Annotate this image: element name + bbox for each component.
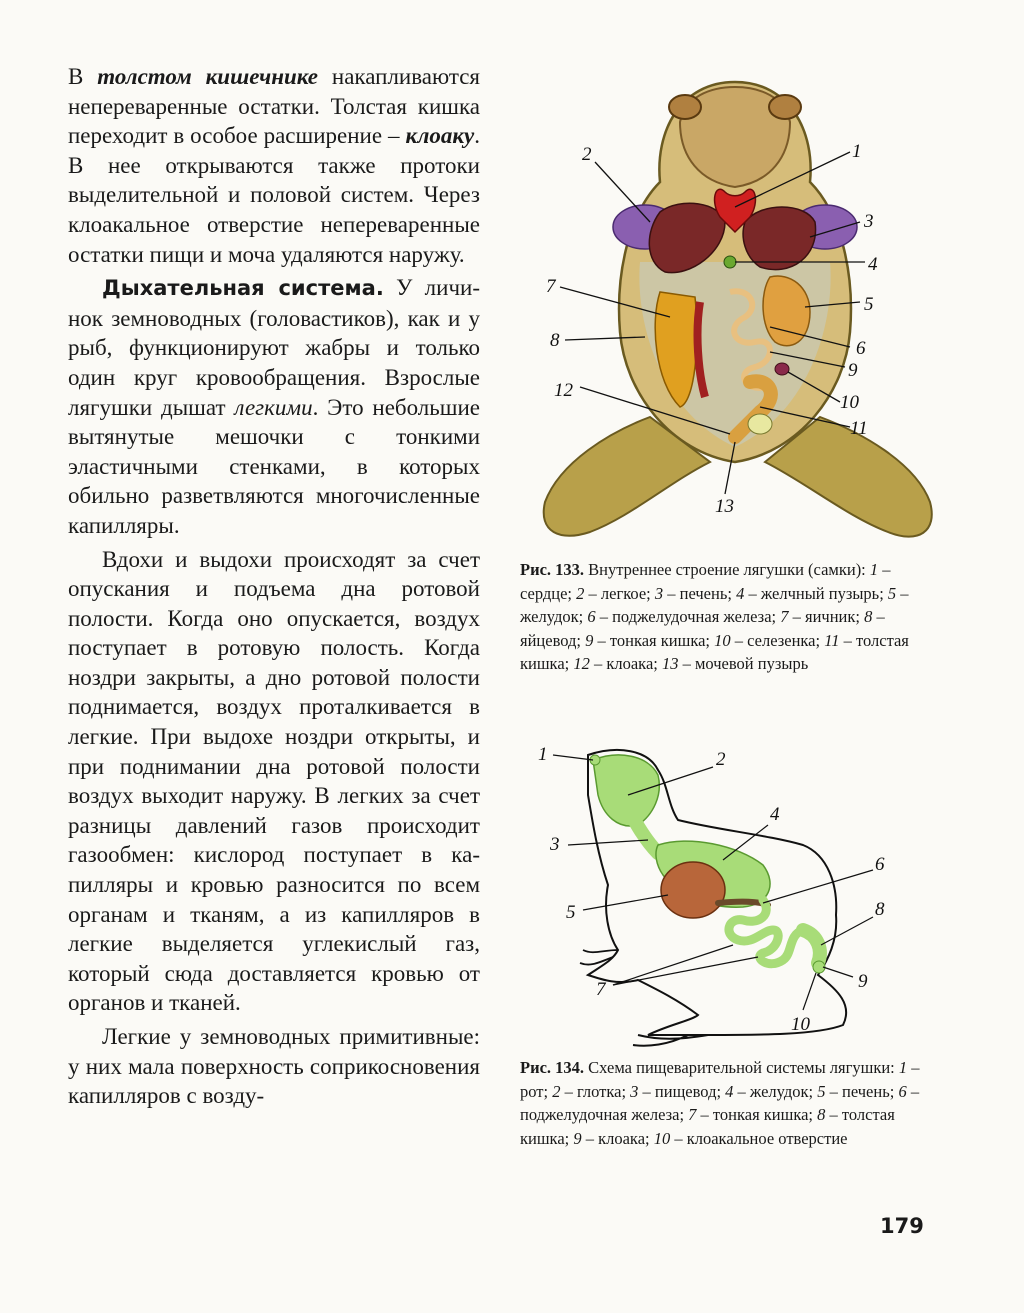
callout-13: 13 [715,496,734,517]
section-heading-respiratory: Дыхательная система. [102,276,384,301]
caption-item-text: – толстая кишка; [520,630,909,673]
callout-9: 9 [848,360,858,381]
term-large-intestine: толстом кишечнике [97,64,318,89]
large-intestine-scheme [803,930,820,963]
figure-134-caption [520,1056,940,1150]
caption-item-number: 6 [587,607,596,626]
caption-label: Рис. 134. [520,1058,585,1077]
esophagus [636,823,658,853]
scheme-callout-3: 3 [550,834,560,855]
caption-item-text: – пищевод; [638,1081,726,1101]
caption-item-text: – тонкая кишка; [696,1105,818,1124]
callout-3: 3 [864,211,874,232]
paragraph-lungs-primitive: Легкие у земноводных примитивные: у них мала поверхность соприкосновения капилляров с возду- [68,1024,480,1109]
caption-item-number: 5 [817,1081,826,1101]
caption-item-text: – глотка; [560,1081,631,1101]
frog-left-eye [669,95,701,119]
caption-item-number: 9 [573,1128,582,1148]
scheme-callout-10: 10 [791,1014,810,1035]
scheme-callout-1: 1 [538,744,548,765]
caption-item-number: 13 [661,654,679,673]
caption-item-text: – желчный пузырь; [744,583,888,603]
scheme-callout-2: 2 [716,749,726,770]
caption-item-text: – мочевой пузырь [678,654,809,673]
caption-item-number: 2 [552,1081,561,1101]
caption-item-number: 8 [864,607,873,626]
frog-front-toes [580,950,618,965]
pharynx [593,755,659,826]
caption-item-number: 4 [725,1081,734,1101]
callout-7: 7 [546,276,556,297]
scheme-callout-6: 6 [875,854,885,875]
caption-item-number: 3 [630,1081,639,1101]
caption-item-text: – легкое; [584,583,655,603]
caption-item-text: – клоака; [589,654,662,673]
caption-item-number: 11 [824,630,840,650]
caption-item-number: 5 [887,583,897,603]
caption-item-number: 1 [898,1058,908,1077]
callout-11: 11 [850,418,868,439]
scheme-callout-8: 8 [875,899,885,920]
caption-item-number: 7 [780,607,789,626]
caption-item-text: – тонкая кишка; [593,630,715,650]
figure-133-caption [520,558,940,676]
caption-item-number: 3 [654,583,664,603]
callout-4: 4 [868,254,878,275]
callout-1: 1 [852,141,862,162]
spleen [775,363,789,375]
caption-item-number: 10 [653,1128,671,1148]
callout-12: 12 [554,380,573,401]
scheme-callout-4: 4 [770,804,780,825]
caption-item-number: 12 [573,654,590,673]
frog-hind-foot [633,1035,708,1046]
paragraph-respiratory-system [68,273,480,540]
text-run: В [68,64,98,89]
paragraph-large-intestine [68,62,480,269]
caption-item-text: – желудок; [520,583,909,626]
scheme-callout-5: 5 [566,902,576,923]
caption-item-text: – клоака; [581,1128,654,1148]
text-run: . В нее открываются также протоки выделительной и половой систем. Через клоакальное отверстие непереваренные остатки пищи и моча удаляются наружу. [68,123,480,267]
scheme-callout-7: 7 [596,979,606,1000]
caption-label: Рис. 133. [520,560,585,579]
text-run: У личинок земноводных (головастиков), как и у рыб, функционируют жабры и только один круг кровообращения. Взрослые лягушки дышат [68,275,480,420]
caption-item-text: – поджелудочная железа; [520,1081,920,1124]
caption-intro: Схема пищеварительной системы лягушки: [584,1058,899,1077]
caption-item-text: – поджелудочная железа; [595,607,781,626]
text-run: . Это небольшие вытянутые мешочки с тонкими эластичными стенками, в которых обильно разветвляются многочисленные капилляры. [68,394,480,538]
liver-scheme [661,862,725,918]
caption-item-number: 4 [736,583,745,603]
caption-item-number: 2 [576,583,585,603]
frog-right-eye [769,95,801,119]
text-run: накапливаются непереваренные остатки. Толстая кишка переходит в особое расширение – [68,64,480,149]
caption-item-text: – сердце; [520,560,891,603]
caption-item-text: – клоакальное отверстие [670,1128,848,1148]
callout-10: 10 [840,392,859,413]
caption-item-number: 8 [817,1105,826,1124]
caption-item-text: – толстая кишка; [520,1105,895,1148]
digestive-scheme-figure [518,735,948,1065]
caption-item-number: 7 [688,1105,697,1124]
bladder [748,414,772,434]
frog-anatomy-figure [520,62,960,552]
caption-item-number: 10 [714,630,731,650]
term-lungs: легкими [234,394,313,420]
callout-8: 8 [550,330,560,351]
caption-intro: Внутреннее строение лягушки (самки): [584,560,870,579]
caption-item-text: – печень; [825,1081,899,1101]
main-text-column [68,62,480,1111]
small-intestine-scheme [729,900,803,964]
caption-item-text: – печень; [663,583,737,603]
paragraph-breathing: Вдохи и выдохи происходят за счет опускания и подъема дна ротовой полости. Когда оно опускается, воздух поступает в ротовую полость. Когда ноздри закрыты, а дно ротовой полости поднимается, воздух проталкивается в легкие. При выдохе ноздри открыты, и при поднимании дна ротовой полости воздух выходит наружу. В легких за счет разницы давлений газов происходит газообмен: кислород поступает в капилляры и кровью разносится по всем органам и тканям, а из капилляров в легкие выделяется углекислый газ, который сюда доставляется кровью от органов и тканей. [68,546,480,1016]
page-number: 179 [880,1214,924,1238]
caption-item-number: 9 [585,630,594,650]
caption-item-text: – яйцевод; [520,607,885,650]
callout-6: 6 [856,338,866,359]
caption-item-number: 6 [898,1081,907,1101]
scheme-callout-9: 9 [858,971,868,992]
caption-item-text: – желудок; [733,1081,818,1101]
caption-item-text: – яичник; [788,607,865,626]
callout-2: 2 [582,144,592,165]
caption-item-text: – рот; [520,1058,920,1101]
caption-item-number: 1 [869,560,879,579]
term-cloaca: клоаку [405,123,475,149]
gall-bladder [724,256,736,268]
callout-5: 5 [864,294,874,315]
caption-item-text: – селезенка; [730,630,825,650]
